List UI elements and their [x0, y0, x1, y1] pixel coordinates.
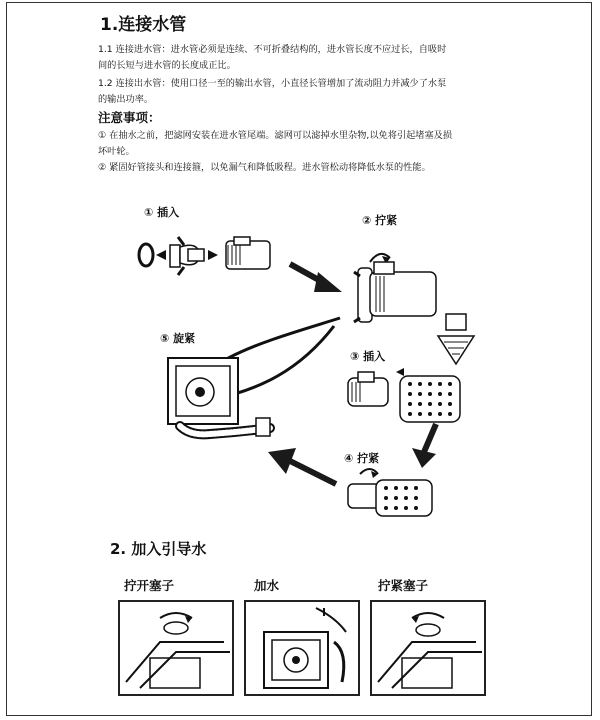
note-1-line-1: ① 在抽水之前，把滤网安装在进水管尾端。滤网可以滤掉水里杂物,以免将引起堵塞及损 [98, 130, 453, 141]
flow-arrow-1-to-2 [286, 258, 346, 298]
step-3-label: ③ 插入 [350, 350, 386, 363]
notes-title: 注意事项： [98, 110, 161, 125]
step-1-insert-illustration [130, 225, 280, 285]
paragraph-1-1-line-2: 间的长短与进水管的长度成正比。 [98, 60, 236, 71]
step-4-tighten-strainer-illustration [340, 462, 440, 522]
open-plug-illustration [120, 602, 232, 694]
caption-close-plug: 拧紧塞子 [378, 578, 429, 593]
step-5-label: ⑤ 旋紧 [160, 332, 196, 345]
paragraph-1-2-line-2: 的输出功率。 [98, 94, 154, 105]
panel-add-water [244, 600, 360, 696]
step-3-insert-strainer-illustration [340, 360, 470, 430]
flow-arrow-3-to-4 [406, 420, 446, 470]
step-4-label: ④ 拧紧 [344, 452, 380, 465]
paragraph-1-1-line-1: 1.1 连接进水管：进水管必须是连续、不可折叠结构的，进水管长度不应过长，自吸时 [98, 44, 447, 55]
note-1-line-2: 坏叶轮。 [98, 146, 135, 157]
paragraph-1-2-line-1: 1.2 连接出水管：使用口径一至的输出水管，小直径长管增加了流动阻力并减少了水泵 [98, 78, 447, 89]
step-2-tighten-illustration [340, 232, 440, 332]
caption-open-plug: 拧开塞子 [124, 578, 175, 593]
flow-arrow-4-to-5 [262, 440, 342, 490]
close-plug-illustration [372, 602, 484, 694]
section-1-title: 1.连接水管 [100, 15, 187, 35]
strainer-icon [432, 312, 480, 366]
panel-close-plug [370, 600, 486, 696]
panel-open-plug [118, 600, 234, 696]
note-2: ② 紧固好管接头和连接箍，以免漏气和降低吸程。进水管松动将降低水泵的性能。 [98, 162, 431, 173]
add-water-illustration [246, 602, 358, 694]
caption-add-water: 加水 [254, 578, 280, 593]
section-2-title: 2. 加入引导水 [110, 540, 207, 558]
step-2-label: ② 拧紧 [362, 214, 398, 227]
step-1-label: ① 插入 [144, 206, 180, 219]
